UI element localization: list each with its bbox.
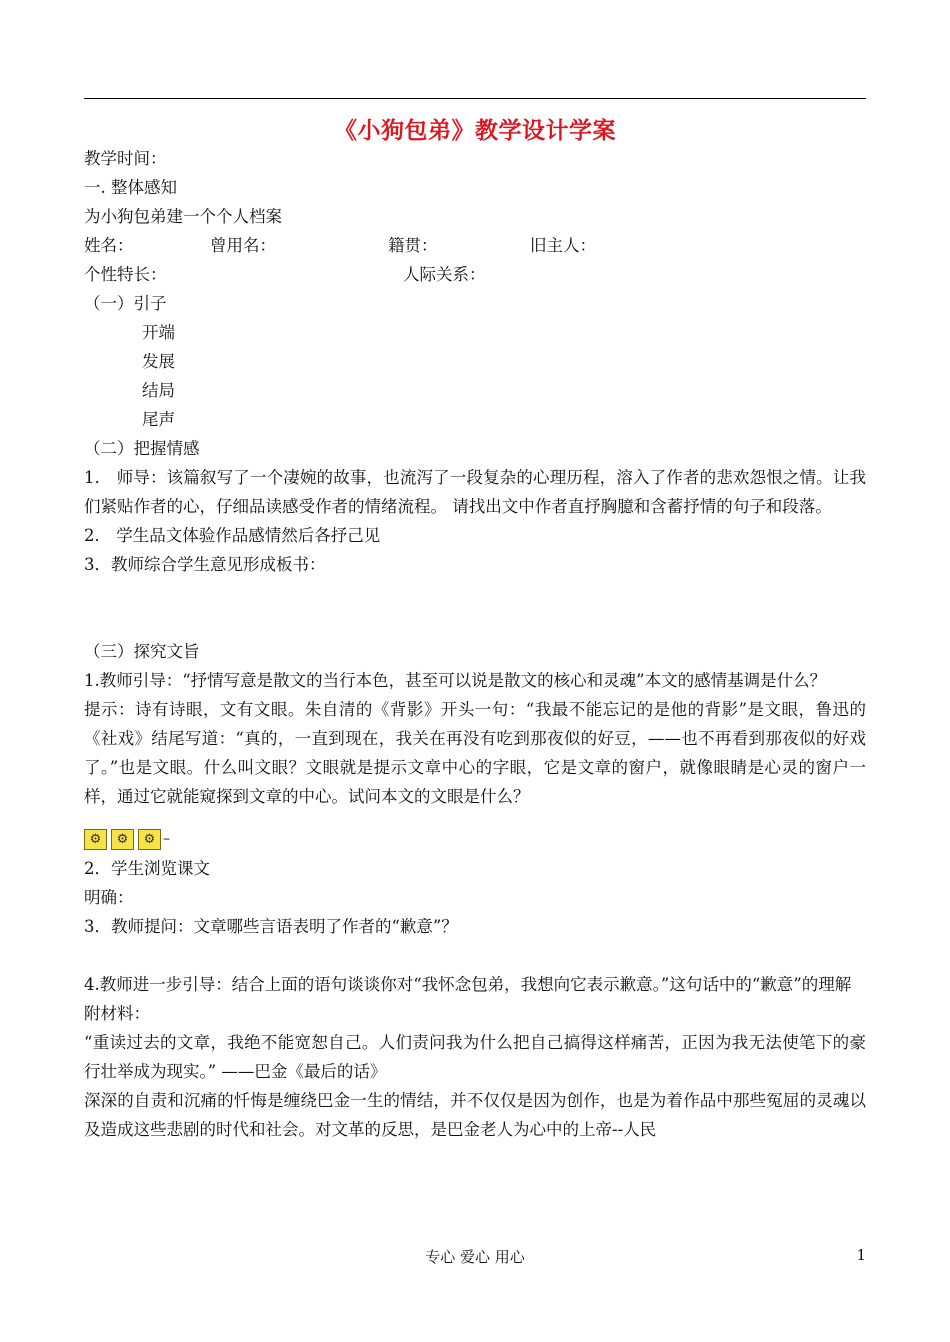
paragraph: 1． 师导：该篇叙写了一个凄婉的故事，也流泻了一段复杂的心理历程，溶入了作者的悲欢怨恨之情。让我们紧贴作者的心，仔细品读感受作者的情绪流程。 请找出文中作者直抒胸臆和含蓄抒情的句子和段落。 (84, 468, 866, 516)
page-number: 1 (856, 1246, 866, 1264)
page-title: 《小狗包弟》教学设计学案 (334, 118, 616, 144)
blank-space (84, 941, 866, 970)
field-label: 籍贯： (388, 236, 438, 255)
blank-space (84, 811, 866, 825)
gear-icon: ⚙ (84, 829, 107, 850)
section-heading: （二）把握情感 (84, 439, 200, 458)
field-label: 曾用名： (210, 236, 276, 255)
dash-icon: – (163, 831, 170, 847)
footer-motto: 专心 爱心 用心 (425, 1248, 525, 1266)
document-body (84, 144, 866, 1144)
gear-icon: ⚙ (138, 829, 161, 850)
gear-icon: ⚙ (111, 829, 134, 850)
paragraph: 3．教师提问：文章哪些言语表明了作者的“歉意”？ (84, 917, 458, 936)
profile-row-2 (84, 260, 866, 289)
paragraph: 4.教师进一步引导：结合上面的语句谈谈你对“我怀念包弟，我想向它表示歉意。”这句话中的“歉意”的理解 (84, 975, 852, 994)
field-label: 姓名： (84, 236, 134, 255)
section-heading: （一）引子 (84, 294, 167, 313)
text-line: 为小狗包弟建一个个人档案 (84, 207, 282, 226)
profile-row-1 (84, 231, 866, 260)
section-heading: （三）探究文旨 (84, 642, 200, 661)
paragraph: 2． 学生品文体验作品感情然后各抒己见 (84, 526, 381, 545)
field-label: 个性特长： (84, 265, 167, 284)
paragraph: 1.教师引导：“抒情写意是散文的当行本色，甚至可以说是散文的核心和灵魂”本文的感情基调是什么？ (84, 671, 827, 690)
list-item: 结局 (142, 381, 175, 400)
paragraph: 2．学生浏览课文 (84, 859, 210, 878)
paragraph: 3．教师综合学生意见形成板书： (84, 555, 326, 574)
header-rule (84, 98, 866, 99)
paragraph: 明确： (84, 888, 134, 907)
list-item: 发展 (142, 352, 175, 371)
quote-paragraph: “重读过去的文章，我绝不能宽恕自己。人们责问我为什么把自己搞得这样痛苦，正因为我无法使笔下的豪行壮举成为现实。” ——巴金《最后的话》 (84, 1033, 866, 1081)
section-heading: 一. 整体感知 (84, 178, 177, 197)
field-label: 旧主人： (530, 236, 596, 255)
icon-strip (84, 825, 866, 854)
blank-space (84, 579, 866, 637)
paragraph: 提示：诗有诗眼，文有文眼。朱自清的《背影》开头一句：“我最不能忘记的是他的背影”是文眼，鲁迅的《社戏》结尾写道：“真的，一直到现在，我关在再没有吃到那夜似的好豆，——也不再看到那夜似的好戏了。”也是文眼。什么叫文眼？文眼就是提示文章中心的字眼，它是文章的窗户，就像眼睛是心灵的窗户一样，通过它就能窥探到文章的中心。试问本文的文眼是什么？ (84, 700, 866, 806)
text-line: 教学时间： (84, 149, 167, 168)
list-item: 开端 (142, 323, 175, 342)
paragraph: 深深的自责和沉痛的忏悔是缠绕巴金一生的情结，并不仅仅是因为创作，也是为着作品中那些冤屈的灵魂以及造成这些悲剧的时代和社会。对文革的反思，是巴金老人为心中的上帝--人民 (84, 1091, 866, 1139)
field-label: 人际关系： (403, 265, 486, 284)
list-item: 尾声 (142, 410, 175, 429)
paragraph: 附材料： (84, 1004, 150, 1023)
